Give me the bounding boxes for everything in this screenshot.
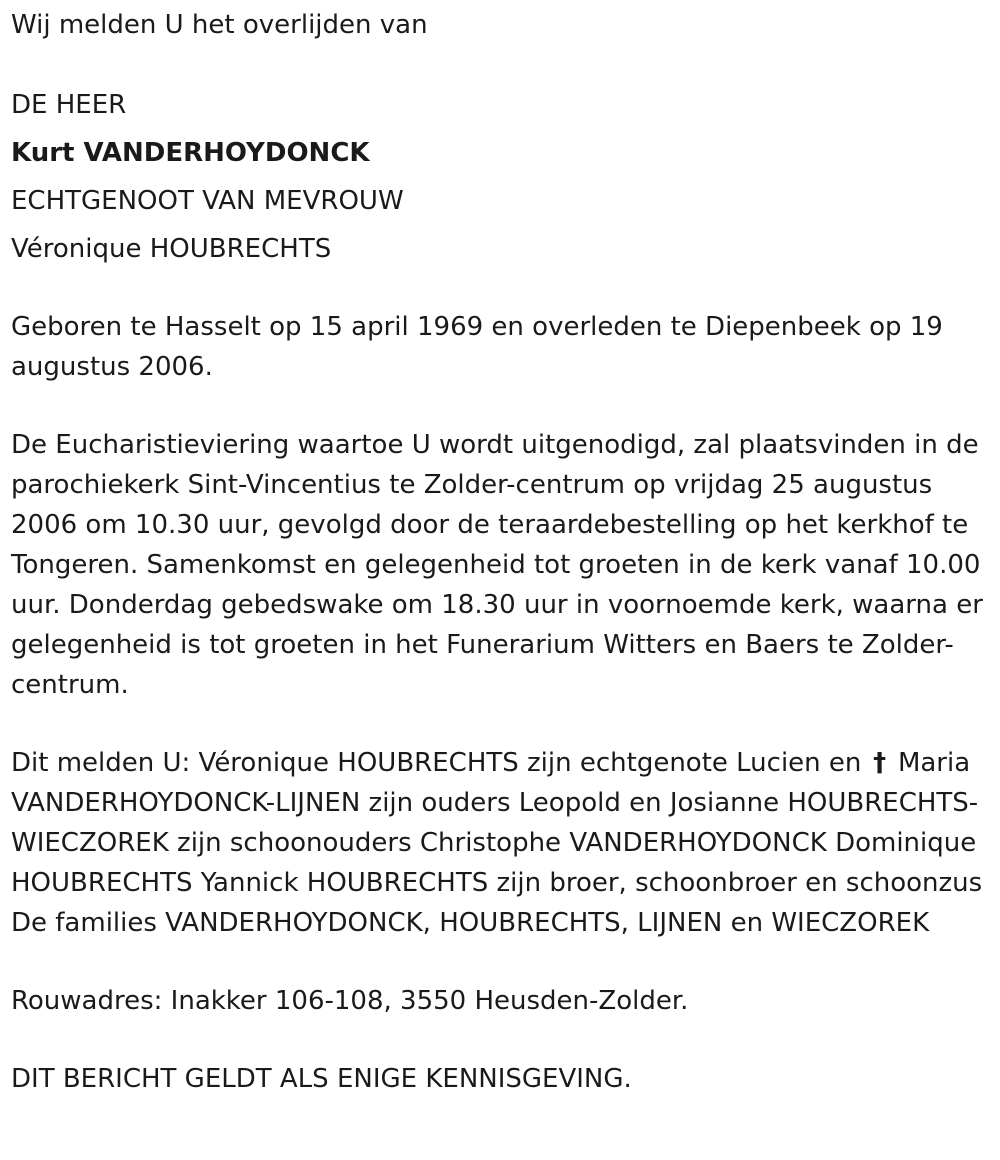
cross-icon: † bbox=[873, 748, 887, 778]
family-paragraph bbox=[11, 743, 993, 943]
ceremony-paragraph: De Eucharistieviering waartoe U wordt uitgenodigd, zal plaatsvinden in de parochiekerk Sint-Vincentius te Zolder-centrum op vrijdag 25 augustus 2006 om 10.30 uur, gevolgd door de teraardebestelling op het kerkhof te Tongeren. Samenkomst en gelegenheid tot groeten in de kerk vanaf 10.00 uur. Donderdag gebedswake om 18.30 uur in voornoemde kerk, waarna er gelegenheid is tot groeten in het Funerarium Witters en Baers te Zolder-centrum. bbox=[11, 430, 983, 700]
death-notice bbox=[11, 5, 993, 1099]
closing-text: DIT BERICHT GELDT ALS ENIGE KENNISGEVING. bbox=[11, 1064, 632, 1094]
deceased-name: Kurt VANDERHOYDONCK bbox=[11, 138, 370, 168]
intro-text: Wij melden U het overlijden van bbox=[11, 10, 428, 40]
address-text: Rouwadres: Inakker 106-108, 3550 Heusden-Zolder. bbox=[11, 986, 689, 1016]
title-text: DE HEER bbox=[11, 90, 127, 120]
family-text-before-cross: Dit melden U: Véronique HOUBRECHTS zijn echtgenote Lucien en bbox=[11, 748, 862, 778]
birth-death-paragraph: Geboren te Hasselt op 15 april 1969 en overleden te Diepenbeek op 19 augustus 2006. bbox=[11, 312, 943, 382]
spouse-label: ECHTGENOOT VAN MEVROUW bbox=[11, 186, 404, 216]
spouse-name: Véronique HOUBRECHTS bbox=[11, 234, 332, 264]
family-text-after-cross: Maria VANDERHOYDONCK-LIJNEN zijn ouders Leopold en Josianne HOUBRECHTS-WIECZOREK zijn schoonouders Christophe VANDERHOYDONCK Dominique HOUBRECHTS Yannick HOUBRECHTS zijn broer, schoonbroer en schoonzus De families VANDERHOYDONCK, HOUBRECHTS, LIJNEN en WIECZOREK bbox=[11, 748, 983, 938]
